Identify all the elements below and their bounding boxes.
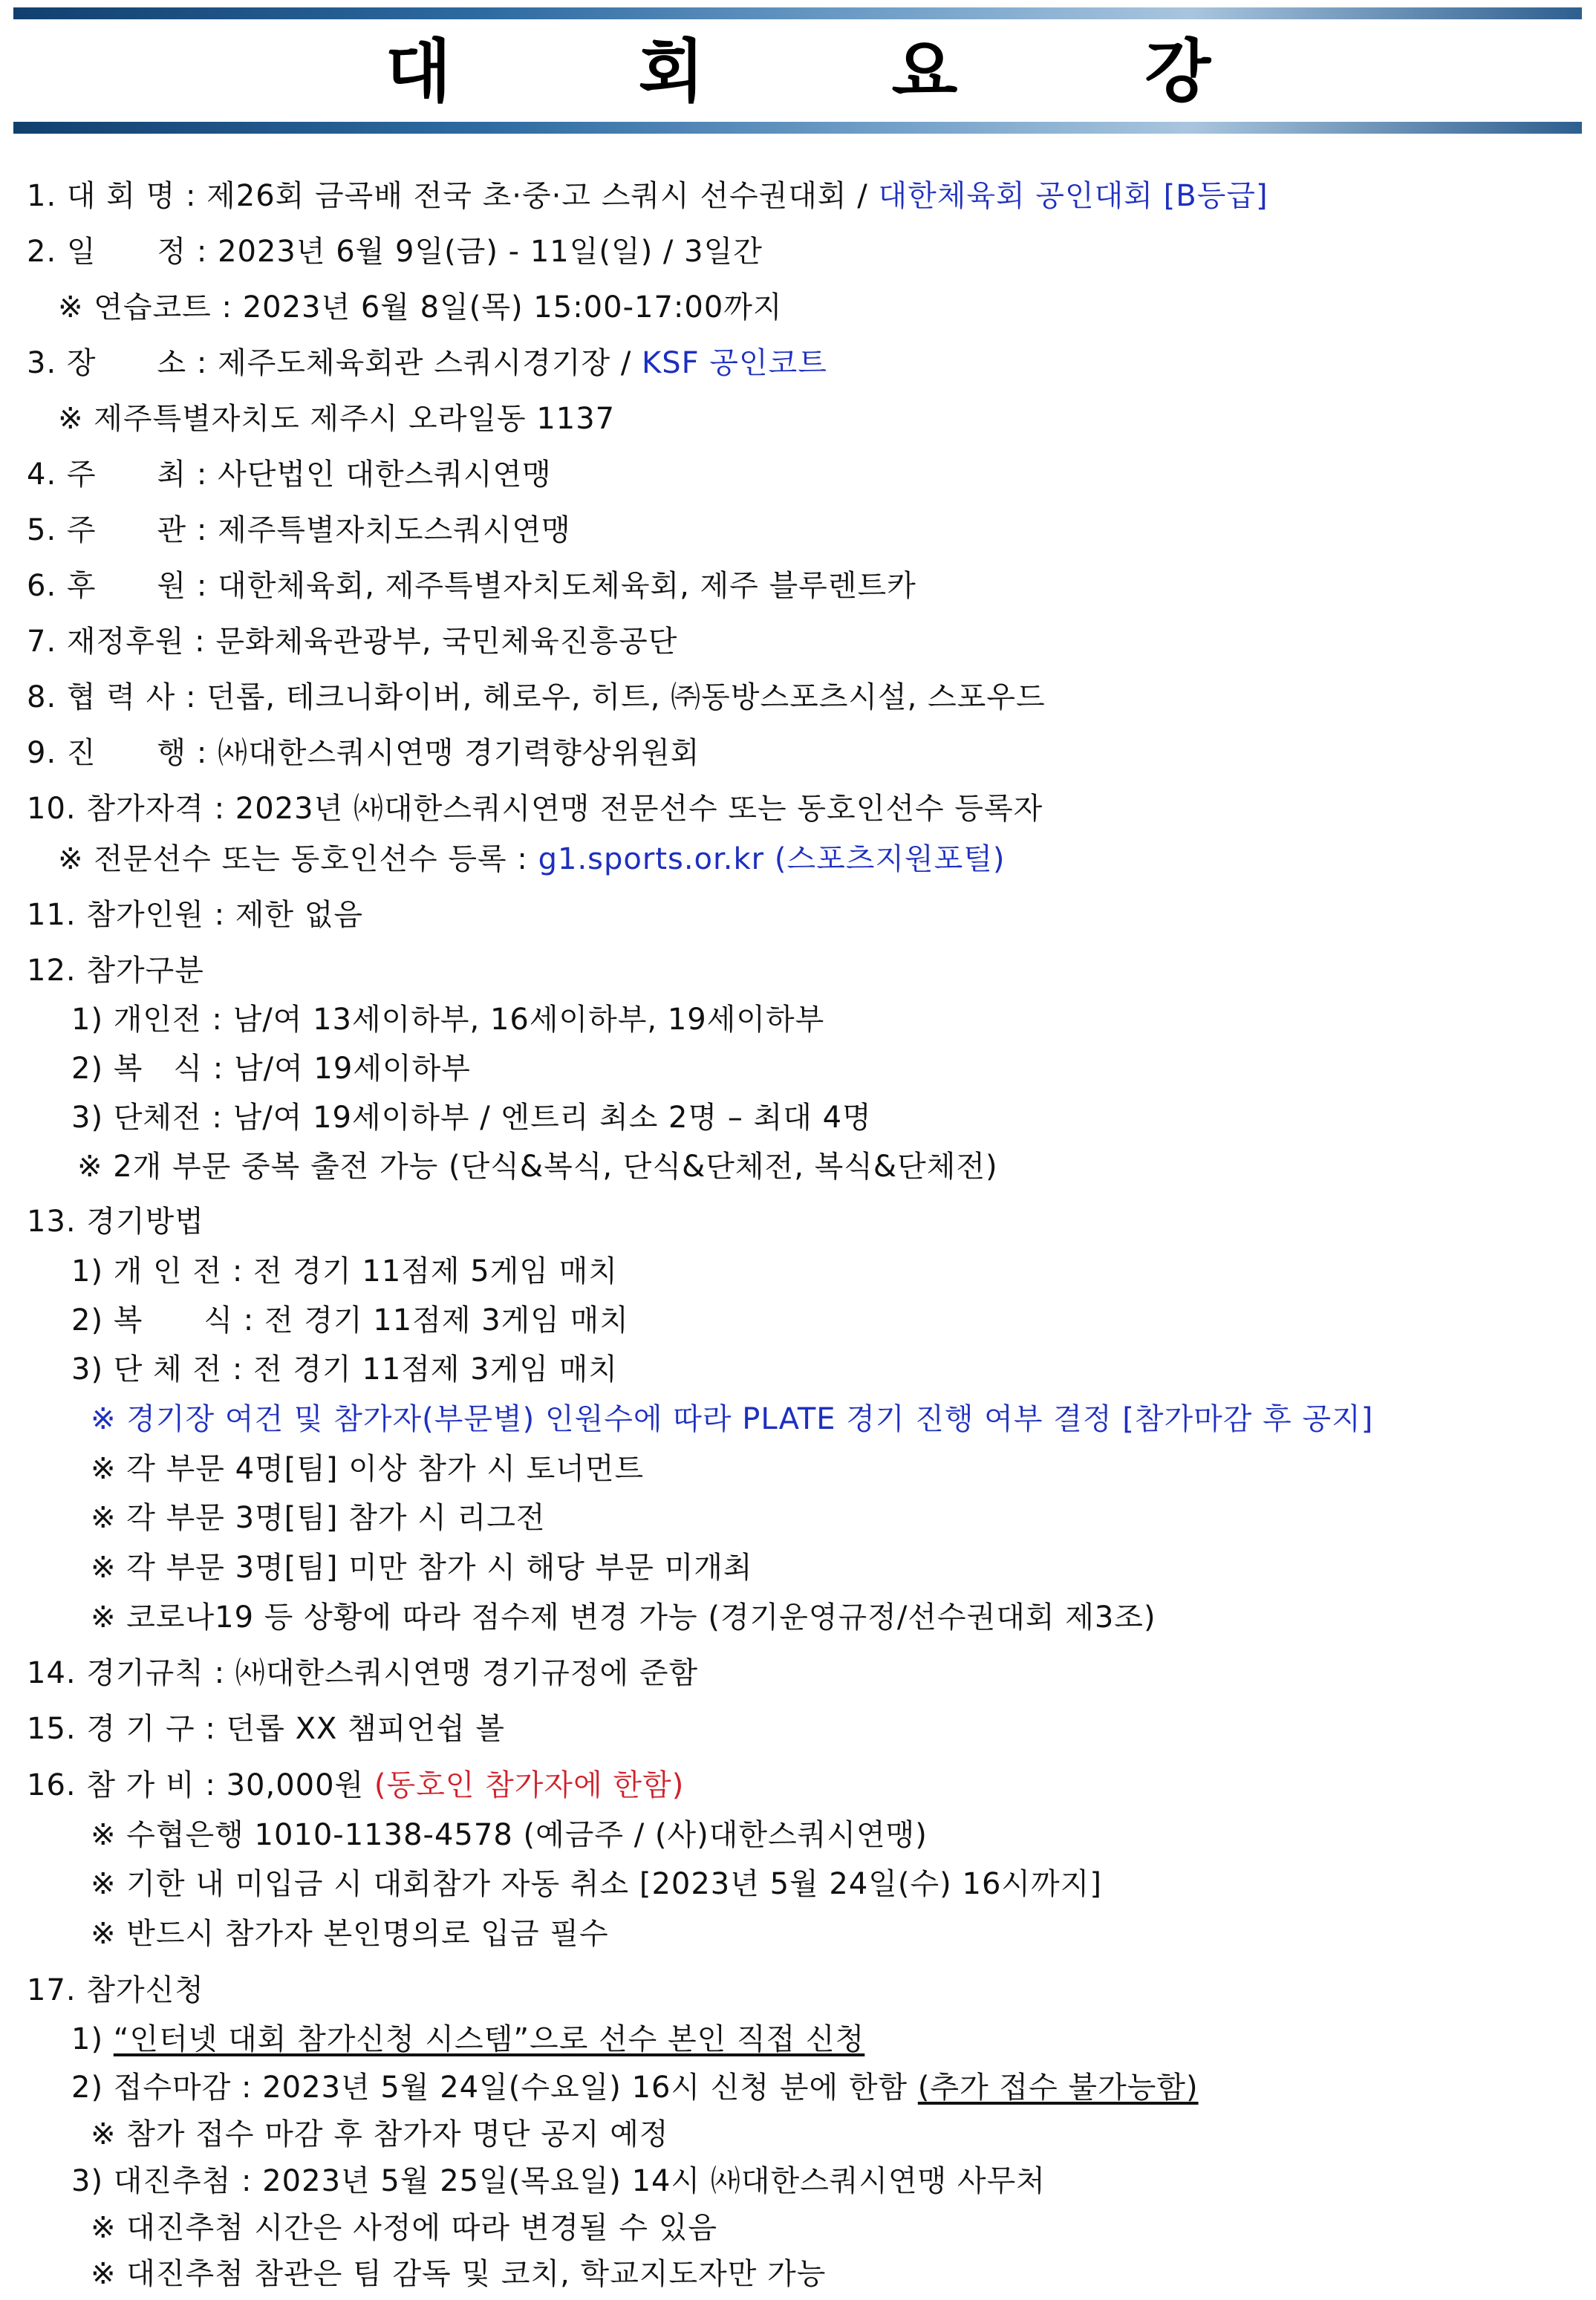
item-16-highlight: (동호인 참가자에 한함) bbox=[374, 1768, 685, 1802]
item-1-text: 1. 대 회 명 : 제26회 금곡배 전국 초·중·고 스쿼시 선수권대회 / bbox=[27, 179, 879, 213]
item-7: 7. 재정후원 : 문화체육관광부, 국민체육진흥공단 bbox=[27, 625, 678, 659]
item-3 bbox=[27, 344, 827, 382]
item-17-3-note-2: ※ 대진추첨 참관은 팀 감독 및 코치, 학교지도자만 가능 bbox=[91, 2257, 827, 2291]
item-17-1-underlined: “인터넷 대회 참가신청 시스템”으로 선수 본인 직접 신청 bbox=[113, 2022, 865, 2056]
item-9: 9. 진 행 : ㈔대한스쿼시연맹 경기력향상위원회 bbox=[27, 736, 700, 770]
item-13-3: 3) 단 체 전 : 전 경기 11점제 3게임 매치 bbox=[71, 1352, 618, 1387]
item-6: 6. 후 원 : 대한체육회, 제주특별자치도체육회, 제주 블루렌트카 bbox=[27, 569, 916, 603]
item-17: 17. 참가신청 bbox=[27, 1973, 204, 2007]
item-1-highlight: 대한체육회 공인대회 [B등급] bbox=[878, 179, 1268, 213]
item-3-note: ※ 제주특별자치도 제주시 오라일동 1137 bbox=[58, 402, 616, 436]
item-8: 8. 협 력 사 : 던롭, 테크니화이버, 헤로우, 히트, ㈜동방스포츠시설, 스포우드 bbox=[27, 680, 1046, 714]
item-12-3: 3) 단체전 : 남/여 19세이하부 / 엔트리 최소 2명 – 최대 4명 bbox=[71, 1101, 872, 1135]
item-17-2-underlined: (추가 접수 불가능함) bbox=[917, 2071, 1199, 2105]
item-15: 15. 경 기 구 : 던롭 XX 챔피언쉽 볼 bbox=[27, 1712, 506, 1746]
item-16-text: 16. 참 가 비 : 30,000원 bbox=[27, 1768, 374, 1802]
title-rule bbox=[13, 122, 1582, 134]
item-13-note-3: ※ 각 부문 3명[팀] 참가 시 리그전 bbox=[91, 1501, 546, 1535]
item-13-note-5: ※ 코로나19 등 상황에 따라 점수제 변경 가능 (경기운영규정/선수권대회 제3조) bbox=[91, 1600, 1156, 1635]
item-16-note-2: ※ 기한 내 미입금 시 대회참가 자동 취소 [2023년 5월 24일(수) 16시까지] bbox=[91, 1867, 1102, 1901]
item-12-1: 1) 개인전 : 남/여 13세이하부, 16세이하부, 19세이하부 bbox=[71, 1003, 825, 1037]
item-1 bbox=[27, 177, 1268, 215]
item-17-1-num: 1) bbox=[71, 2022, 114, 2056]
item-17-2 bbox=[71, 2068, 1199, 2107]
item-13: 13. 경기방법 bbox=[27, 1205, 204, 1239]
item-13-note-2: ※ 각 부문 4명[팀] 이상 참가 시 토너먼트 bbox=[91, 1452, 645, 1486]
item-2-note: ※ 연습코트 : 2023년 6월 8일(목) 15:00-17:00까지 bbox=[58, 290, 783, 325]
item-17-2-note: ※ 참가 접수 마감 후 참가자 명단 공지 예정 bbox=[91, 2117, 669, 2151]
item-12-2: 2) 복 식 : 남/여 19세이하부 bbox=[71, 1052, 471, 1086]
item-13-2: 2) 복 식 : 전 경기 11점제 3게임 매치 bbox=[71, 1303, 629, 1338]
item-4: 4. 주 최 : 사단법인 대한스쿼시연맹 bbox=[27, 457, 552, 492]
item-17-3-note-1: ※ 대진추첨 시간은 사정에 따라 변경될 수 있음 bbox=[91, 2211, 718, 2245]
item-12: 12. 참가구분 bbox=[27, 954, 204, 988]
item-16 bbox=[27, 1766, 684, 1805]
item-16-note-3: ※ 반드시 참가자 본인명의로 입금 필수 bbox=[91, 1917, 609, 1951]
item-3-text: 3. 장 소 : 제주도체육회관 스쿼시경기장 / bbox=[27, 346, 642, 380]
item-16-note-1: ※ 수협은행 1010-1138-4578 (예금주 / (사)대한스쿼시연맹) bbox=[91, 1818, 928, 1852]
item-11: 11. 참가인원 : 제한 없음 bbox=[27, 898, 364, 932]
item-10: 10. 참가자격 : 2023년 ㈔대한스쿼시연맹 전문선수 또는 동호인선수 등록자 bbox=[27, 792, 1043, 826]
item-3-highlight: KSF 공인코트 bbox=[642, 346, 827, 380]
item-13-note-1: ※ 경기장 여건 및 참가자(부문별) 인원수에 따라 PLATE 경기 진행 여부 결정 [참가마감 후 공지] bbox=[91, 1402, 1374, 1436]
item-10-note-text: ※ 전문선수 또는 동호인선수 등록 : bbox=[58, 842, 538, 876]
item-13-note-4: ※ 각 부문 3명[팀] 미만 참가 시 해당 부문 미개최 bbox=[91, 1551, 753, 1585]
item-2: 2. 일 정 : 2023년 6월 9일(금) - 11일(일) / 3일간 bbox=[27, 235, 763, 269]
item-12-note: ※ 2개 부문 중복 출전 가능 (단식&복식, 단식&단체전, 복식&단체전) bbox=[77, 1150, 998, 1184]
item-5: 5. 주 관 : 제주특별자치도스쿼시연맹 bbox=[27, 513, 571, 547]
item-13-1: 1) 개 인 전 : 전 경기 11점제 5게임 매치 bbox=[71, 1254, 618, 1289]
item-17-2-text: 2) 접수마감 : 2023년 5월 24일(수요일) 16시 신청 분에 한함 bbox=[71, 2071, 918, 2105]
item-17-3: 3) 대진추첨 : 2023년 5월 25일(목요일) 14시 ㈔대한스쿼시연맹 사무처 bbox=[71, 2164, 1046, 2198]
item-10-note bbox=[58, 840, 1006, 879]
item-17-1 bbox=[71, 2020, 864, 2059]
page-title: 대 회 요 강 bbox=[385, 32, 1293, 111]
top-rule bbox=[13, 7, 1582, 19]
sports-portal-link[interactable]: g1.sports.or.kr (스포츠지원포털) bbox=[538, 842, 1006, 876]
item-14: 14. 경기규칙 : ㈔대한스쿼시연맹 경기규정에 준함 bbox=[27, 1656, 699, 1690]
